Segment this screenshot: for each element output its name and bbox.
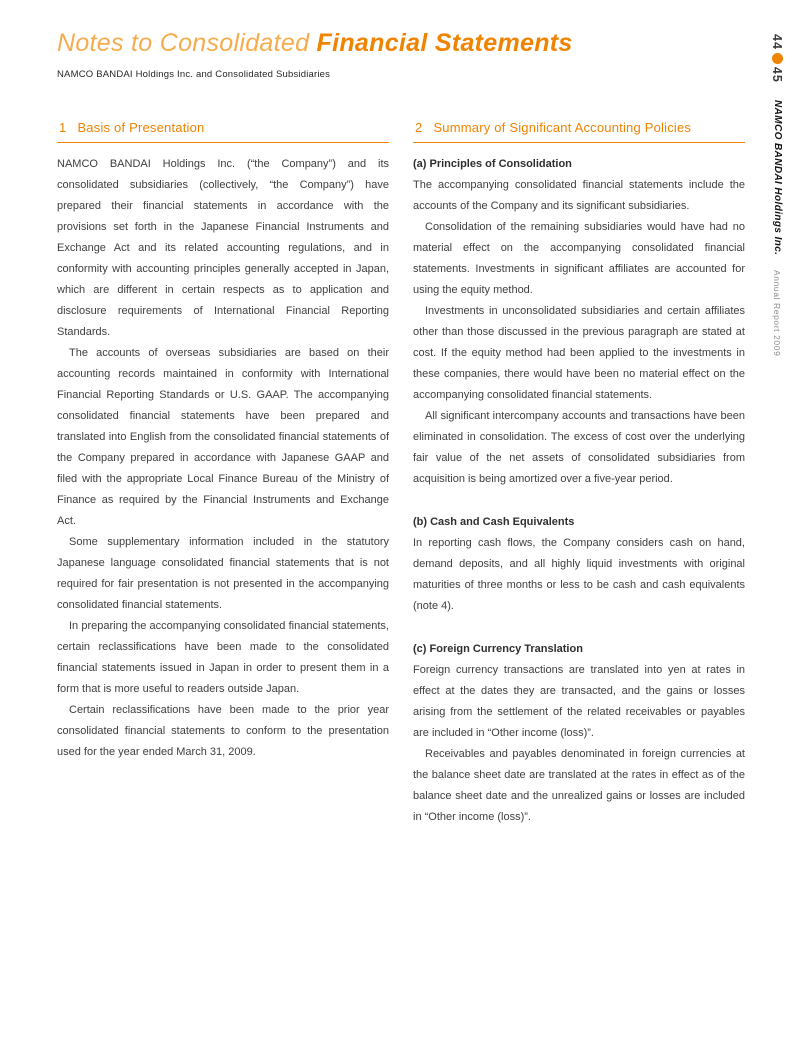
subsection-principles-of-consolidation: [413, 154, 745, 490]
paragraph: Foreign currency transactions are translated into yen at rates in effect at the dates they are transacted, and the gains or losses arising from the settlement of the related receivables or payables are included in “Other income (loss)”.: [413, 663, 745, 739]
section-1-title: Basis of Presentation: [77, 119, 205, 135]
page-title-strong: Financial Statements: [309, 29, 573, 57]
section-1-number: 1: [59, 119, 67, 135]
section-2-heading: [413, 120, 745, 143]
paragraph: In reporting cash flows, the Company considers cash on hand, demand deposits, and all highly liquid investments with original maturities of three months or less to be cash and cash equivalents (note 4).: [413, 536, 745, 612]
page-number-left: 44: [770, 34, 784, 50]
section-accounting-policies: [413, 120, 745, 828]
paragraph: Consolidation of the remaining subsidiaries would have had no material effect on the accompanying consolidated financial statements. Investments in significant affiliates are accounted for using the equity method.: [413, 220, 745, 296]
paragraph: The accompanying consolidated financial statements include the accounts of the Company and its significant subsidiaries.: [413, 178, 745, 212]
paragraph: All significant intercompany accounts and transactions have been eliminated in consolidation. The excess of cost over the underlying fair value of the net assets of consolidated subsidiaries from acquisition is being amortized over a five-year period.: [413, 409, 745, 485]
subsection-b-heading: (b) Cash and Cash Equivalents: [413, 515, 575, 528]
section-2-number: 2: [415, 119, 423, 135]
page-title: [57, 30, 740, 58]
paragraph: Some supplementary information included in the statutory Japanese language consolidated financial statements that is not required for fair presentation is not presented in the accompanying consolidated financial statements.: [57, 535, 389, 611]
subsection-c-heading: (c) Foreign Currency Translation: [413, 642, 583, 655]
orange-dot-icon: [772, 53, 783, 64]
section-1-heading: [57, 120, 389, 143]
paragraph: NAMCO BANDAI Holdings Inc. (“the Company”) and its consolidated subsidiaries (collectively, “the Company”) have prepared their financial statements in accordance with the provisions set forth in the Japanese Financial Instruments and Exchange Act and its related accounting regulations, and in conformity with accounting principles generally accepted in Japan, which are different in certain respects as to application and disclosure requirements of International Financial Reporting Standards.: [57, 157, 389, 338]
paragraph: In preparing the accompanying consolidated financial statements, certain reclassifications have been made to the consolidated financial statements issued in Japan in order to present them in a form that is more useful to readers outside Japan.: [57, 619, 389, 695]
paragraph: The accounts of overseas subsidiaries are based on their accounting records maintained in conformity with International Financial Reporting Standards or U.S. GAAP. The accompanying consolidated financial statements have been prepared and translated into English from the consolidated financial statements of the Company prepared in accordance with Japanese GAAP and filed with the appropriate Local Finance Bureau of the Ministry of Finance as required by the Financial Instruments and Exchange Act.: [57, 346, 389, 527]
section-2-title: Summary of Significant Accounting Policies: [433, 119, 692, 135]
page-edge-strip: [769, 34, 785, 984]
subsection-cash-and-cash-equivalents: [413, 512, 745, 617]
edge-report-name: Annual Report 2009: [772, 270, 782, 357]
subsection-a-heading: (a) Principles of Consolidation: [413, 157, 572, 170]
paragraph: Receivables and payables denominated in foreign currencies at the balance sheet date are translated at the rates in effect as of the balance sheet date and the unrealized gains or losses are included in “Other income (loss)”.: [413, 747, 745, 823]
page-title-light: Notes to Consolidated: [57, 29, 310, 57]
page-subtitle: NAMCO BANDAI Holdings Inc. and Consolidated Subsidiaries: [57, 68, 331, 80]
edge-company-name: NAMCO BANDAI Holdings Inc.: [772, 99, 783, 256]
subsection-foreign-currency-translation: [413, 639, 745, 828]
section-basis-of-presentation: [57, 120, 389, 828]
paragraph: Investments in unconsolidated subsidiaries and certain affiliates other than those discussed in the previous paragraph are stated at cost. If the equity method had been applied to the investments in these companies, there would have been no material effect on the accompanying consolidated financial statements.: [413, 304, 745, 401]
page-header: [57, 30, 740, 80]
two-column-body: [57, 119, 745, 828]
paragraph: Certain reclassifications have been made to the prior year consolidated financial statements to conform to the presentation used for the year ended March 31, 2009.: [57, 703, 389, 758]
page-number-right: 45: [770, 66, 784, 83]
